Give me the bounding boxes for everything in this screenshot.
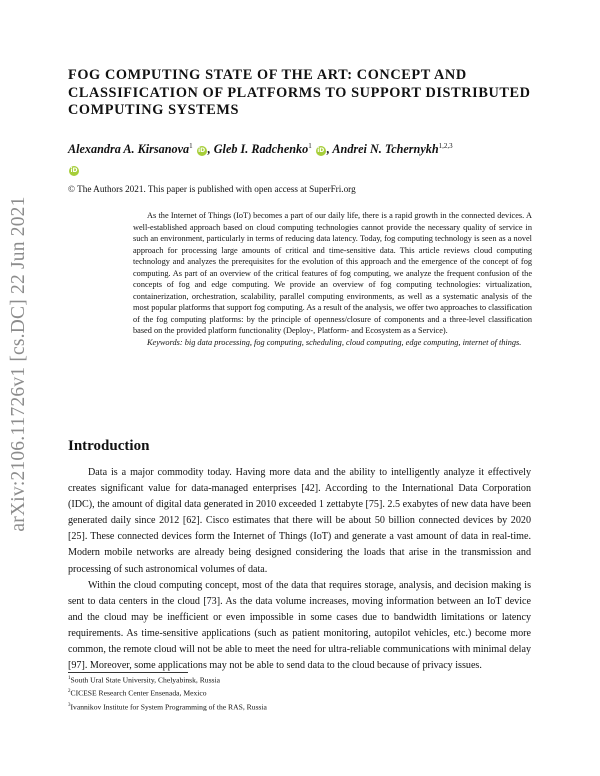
author-affiliation: 1 (189, 142, 193, 150)
author-affiliation: 1 (308, 142, 312, 150)
body-text (68, 465, 531, 674)
orcid-icon[interactable]: iD (198, 147, 206, 155)
author-name: Gleb I. Radchenko (213, 142, 309, 157)
keywords-label: Keywords: (147, 338, 183, 348)
footnote: $^3$Ivannikov Institute for System Programming of the RAS, Russia (68, 702, 267, 712)
author-separator: , (326, 142, 333, 157)
author-affiliation: 1,2,3 (438, 142, 453, 150)
section-heading: Introduction (68, 438, 150, 454)
footnote: $^1$South Ural State University, Chelyabinsk, Russia (68, 675, 220, 685)
abstract (133, 210, 532, 349)
author-name: Andrei N. Tchernykh (332, 142, 439, 157)
copyright-notice: © The Authors 2021. This paper is published with open access at SuperFri.org (68, 184, 356, 194)
abstract-text: As the Internet of Things (IoT) becomes a part of our daily life, there is a rapid growth in the connected devices. A well-established approach based on cloud computing technologies cannot provide the necessary quality of service in such an environment, particularly in terms of reducing data latency. Today, fog computing technology is seen as a novel approach for processing large amounts of critical and time-sensitive data. This article reviews cloud computing technology and analyzes the prerequisites for the evolution of this approach and the emergence of the concept of fog computing. As part of an overview of the critical features of fog computing, we analyze the frequent confusion of the concepts of fog and edge computing. We provide an overview of fog computing technologies: virtualization, containerization, orchestration, scalability, parallel computing environments, as well as a systematic analysis of the most popular platforms that support fog computing. As a result of the analysis, we offer two approaches to classification of the fog computing platforms: by the principle of openness/closure of components and a three-level classification based on the provided platform functionality (Deploy-, Platform- and Ecosystem as a Service). (133, 211, 532, 336)
orcid-icon[interactable]: iD (70, 167, 78, 175)
arxiv-stamp: arXiv:2106.11726v1 [cs.DC] 22 Jun 2021 (8, 196, 29, 532)
author-separator: , (207, 142, 214, 157)
footnote: $^2$CICESE Research Center Ensenada, Mexico (68, 688, 207, 698)
keywords (133, 337, 532, 349)
author-list (68, 136, 548, 179)
paragraph: Within the cloud computing concept, most of the data that requires storage, analysis, and decision making is sent to data centers in the cloud [73]. As the data volume increases, moving information between an IoT device and the cloud may be inefficient or even impossible in some cases due to bandwidth limitations or latency requirements. As time-sensitive applications (such as patient monitoring, autopilot vehicles, etc.) become more common, the remote cloud will not be able to meet the need for ultra-reliable communications with minimal delay [97]. Moreover, some applications may not be able to send data to the cloud because of privacy issues. (68, 579, 531, 672)
keywords-text: big data processing, fog computing, scheduling, cloud computing, edge computing, internet of things. (184, 338, 522, 348)
footnotes (68, 673, 528, 713)
paragraph: Data is a major commodity today. Having more data and the ability to intelligently analyze it effectively creates significant value for data-managed enterprises [42]. According to the International Data Corporation (IDC), the amount of digital data generated in 2010 exceeded 1 zettabyte [75]. 2.5 exabytes of new data have been generated daily since 2012 [62]. Cisco estimates that there will be about 50 billion connected devices by 2020 [25]. These connected devices form the Internet of Things (IoT) and generate a vast amount of data in real-time. Modern mobile networks are already being designed considering the loads that arise in the transmission and processing of such astronomical volumes of data. (68, 467, 531, 575)
paper-title: FOG COMPUTING STATE OF THE ART: CONCEPT AND CLASSIFICATION OF PLATFORMS TO SUPPORT DISTRIBUTED COMPUTING SYSTEMS (68, 67, 531, 118)
author-name: Alexandra A. Kirsanova (68, 142, 190, 157)
orcid-icon[interactable]: iD (317, 147, 325, 155)
